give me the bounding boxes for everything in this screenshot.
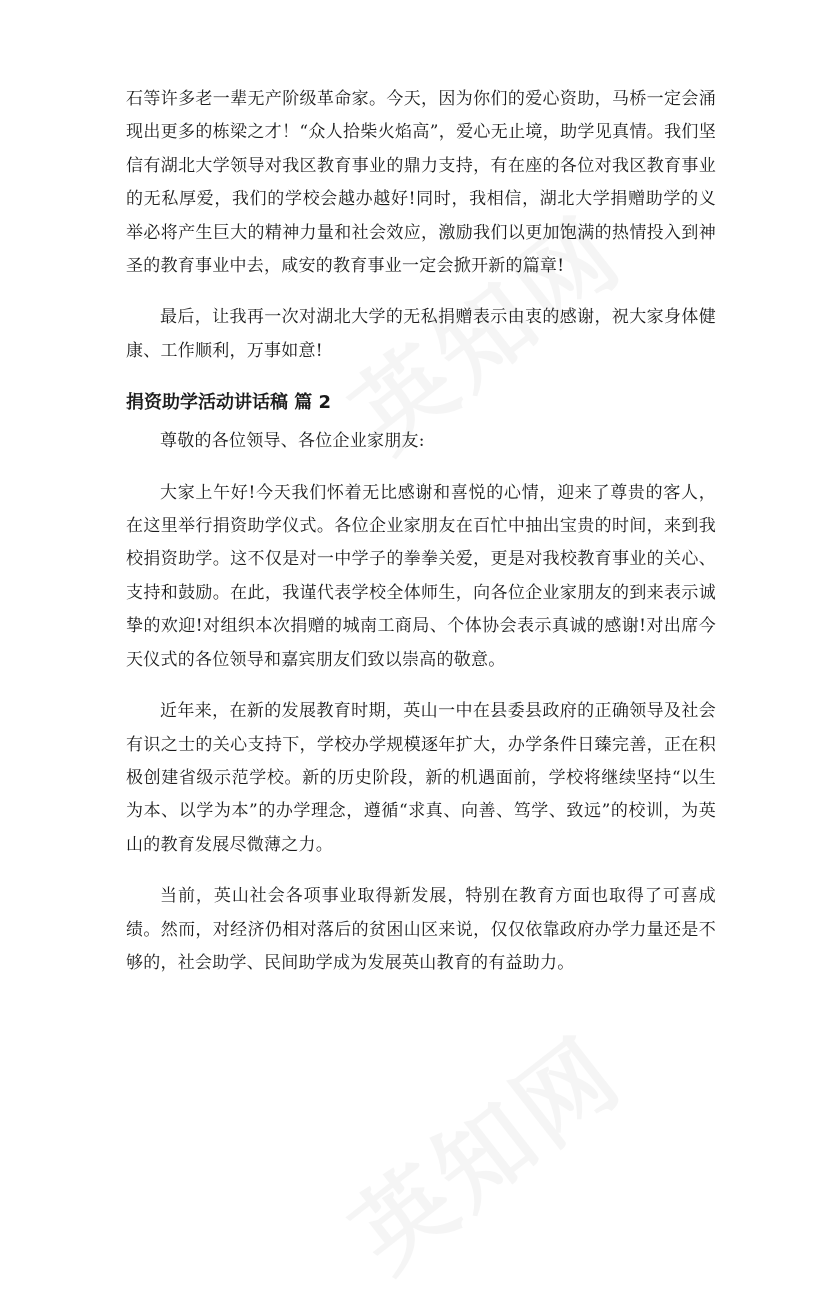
paragraph: 当前，英山社会各项事业取得新发展，特别在教育方面也取得了可喜成绩。然而，对经济仍相对落后的贫困山区来说，仅仅依靠政府办学力量还是不够的，社会助学、民间助学成为发展英山教育的有益助力。 xyxy=(126,886,716,973)
paragraph: 近年来，在新的发展教育时期，英山一中在县委县政府的正确领导及社会有识之士的关心支持下，学校办学规模逐年扩大，办学条件日臻完善，正在积极创建省级示范学校。新的历史阶段，新的机遇面前，学校将继续坚持“以生为本、以学为本”的办学理念，遵循“求真、向善、笃学、致远”的校训，为英山的教育发展尽微薄之力。 xyxy=(126,701,716,855)
greeting: 尊敬的各位领导、各位企业家朋友: xyxy=(160,431,425,452)
section-heading: 捐资助学活动讲话稿 篇 2 xyxy=(126,392,332,414)
watermark xyxy=(320,1000,645,1296)
paragraph: 石等许多老一辈无产阶级革命家。今天，因为你们的爱心资助，马桥一定会涌现出更多的栋梁之才！“众人拾柴火焰高”，爱心无止境，助学见真情。我们坚信有湖北大学领导对我区教育事业的鼎力支持，有在座的各位对我区教育事业的无私厚爱，我们的学校会越办越好!同时，我相信，湖北大学捐赠助学的义举必将产生巨大的精神力量和社会效应，激励我们以更加饱满的热情投入到神圣的教育事业中去，咸安的教育事业一定会掀开新的篇章! xyxy=(126,89,716,277)
document-body xyxy=(126,83,716,980)
paragraph: 大家上午好!今天我们怀着无比感谢和喜悦的心情，迎来了尊贵的客人，在这里举行捐资助学仪式。各位企业家朋友在百忙中抽出宝贵的时间，来到我校捐资助学。这不仅是对一中学子的拳拳关爱，更是对我校教育事业的关心、支持和鼓励。在此，我谨代表学校全体师生，向各位企业家朋友的到来表示诚挚的欢迎!对组织本次捐赠的城南工商局、个体协会表示真诚的感谢!对出席今天仪式的各位领导和嘉宾朋友们致以崇高的敬意。 xyxy=(126,482,716,670)
paragraph: 最后，让我再一次对湖北大学的无私捐赠表示由衷的感谢，祝大家身体健康、工作顺利，万事如意! xyxy=(126,307,716,361)
